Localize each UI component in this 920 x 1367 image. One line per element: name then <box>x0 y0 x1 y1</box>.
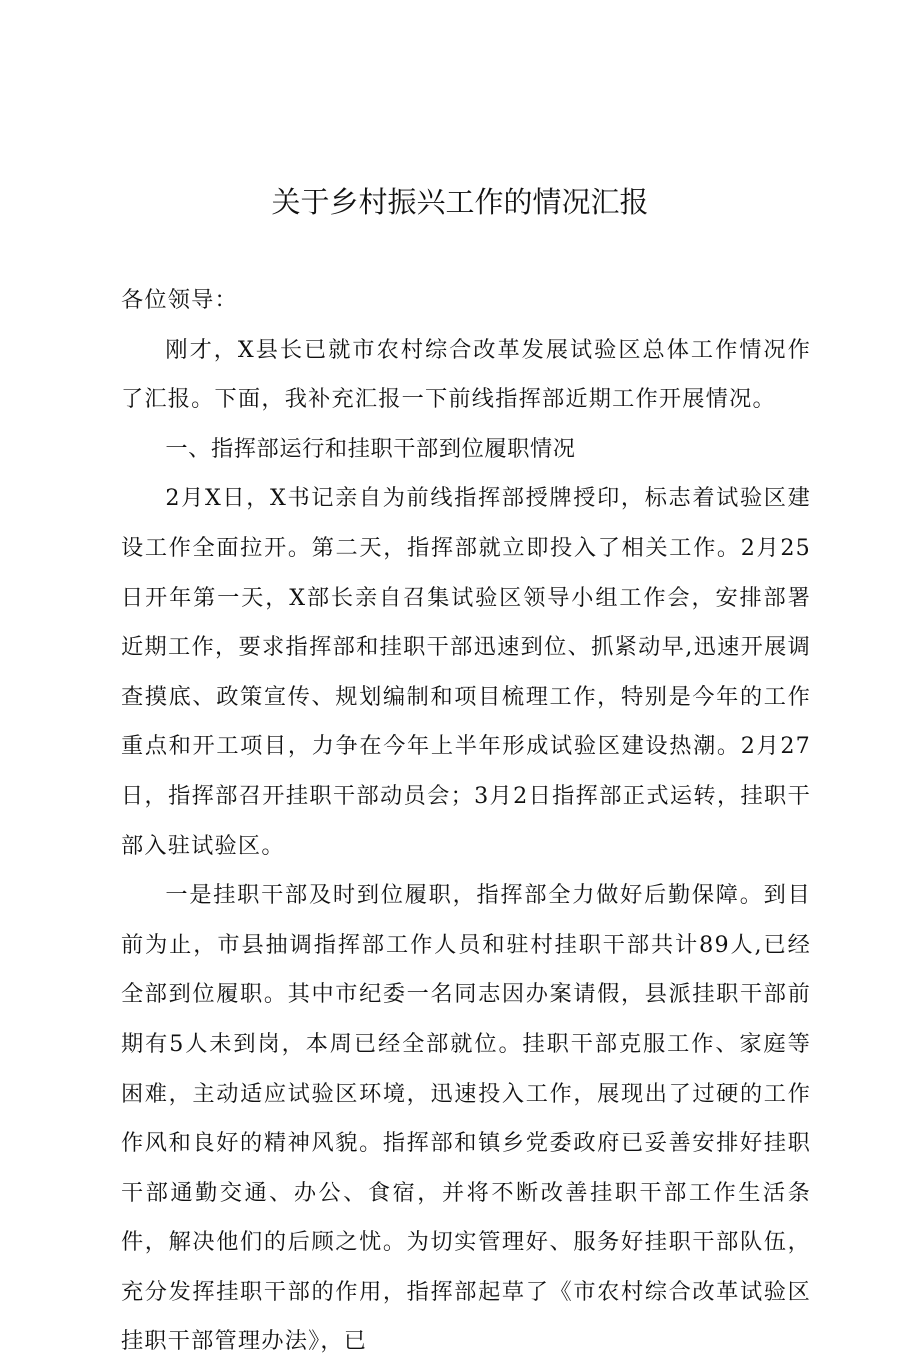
paragraph-timeline: 2月X日，X书记亲自为前线指挥部授牌授印，标志着试验区建设工作全面拉开。第二天，指挥部就立即投入了相关工作。2月25日开年第一天，X部长亲自召集试验区领导小组工作会，安排部署近期工作，要求指挥部和挂职干部迅速到位、抓紧动早,迅速开展调查摸底、政策宣传、规划编制和项目梳理工作，特别是今年的工作重点和开工项目，力争在今年上半年形成试验区建设热潮。2月27日，指挥部召开挂职干部动员会；3月2日指挥部正式运转，挂职干部入驻试验区。 <box>121 485 811 859</box>
paragraph-cadres: 一是挂职干部及时到位履职，指挥部全力做好后勤保障。到目前为止，市县抽调指挥部工作人员和驻村挂职干部共计89人,已经全部到位履职。其中市纪委一名同志因办案请假，县派挂职干部前期有5人未到岗，本周已经全部就位。挂职干部克服工作、家庭等困难，主动适应试验区环境，迅速投入工作，展现出了过硬的工作作风和良好的精神风貌。指挥部和镇乡党委政府已妥善安排好挂职干部通勤交通、办公、食宿，并将不断改善挂职干部工作生活条件，解决他们的后顾之忧。为切实管理好、服务好挂职干部队伍，充分发挥挂职干部的作用，指挥部起草了《市农村综合改革试验区挂职干部管理办法》，已 <box>121 882 811 1355</box>
salutation: 各位领导： <box>121 287 238 313</box>
section-heading-1: 一、指挥部运行和挂职干部到位履职情况 <box>165 435 576 462</box>
document-title: 关于乡村振兴工作的情况汇报 <box>271 185 649 219</box>
paragraph-intro: 刚才，X县长已就市农村综合改革发展试验区总体工作情况作了汇报。下面，我补充汇报一下前线指挥部近期工作开展情况。 <box>121 336 811 413</box>
document-body <box>121 276 811 1367</box>
